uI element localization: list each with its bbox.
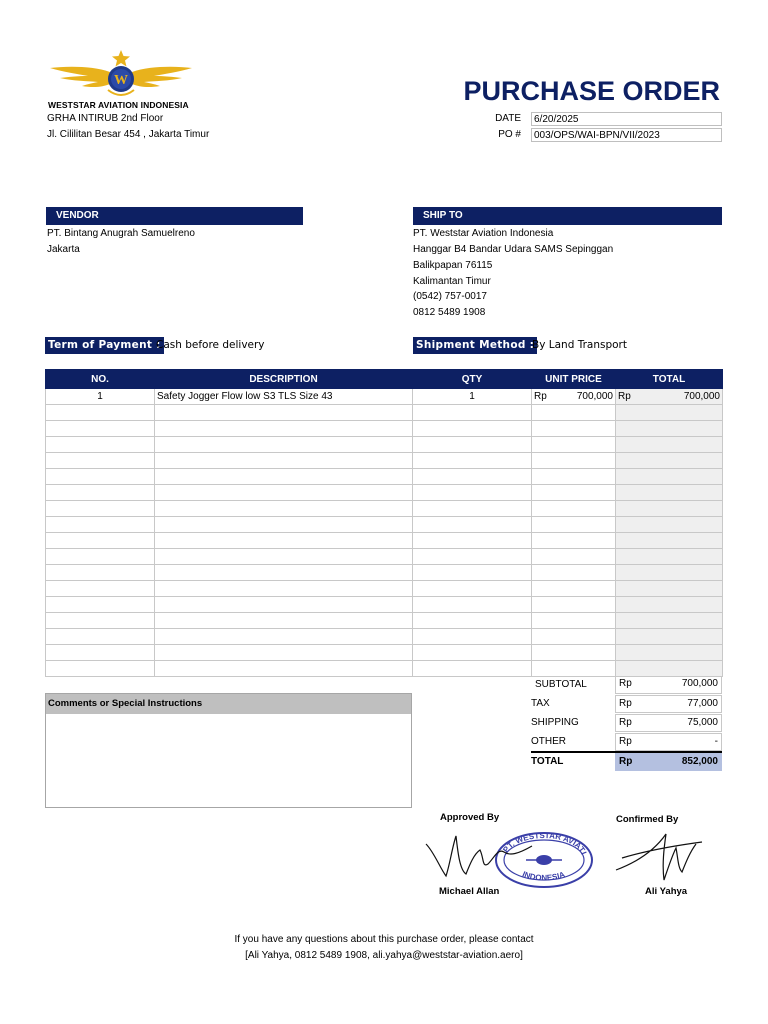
table-cell [155, 533, 413, 549]
shipping-cell [615, 714, 722, 732]
table-row [46, 661, 723, 677]
table-cell [155, 549, 413, 565]
table-cell [532, 453, 616, 469]
table-cell [155, 485, 413, 501]
row-unit-price [532, 389, 616, 405]
table-cell [616, 565, 723, 581]
confirmer-name: Ali Yahya [645, 886, 688, 897]
tax-value: 77,000 [687, 698, 718, 709]
table-cell [413, 581, 532, 597]
table-cell [413, 517, 532, 533]
table-cell [532, 549, 616, 565]
approver-name: Michael Allan [439, 886, 500, 897]
approver-signature-stamp [422, 824, 597, 890]
table-cell [46, 613, 155, 629]
table-cell [532, 581, 616, 597]
table-cell [155, 501, 413, 517]
table-row [46, 613, 723, 629]
table-row [46, 597, 723, 613]
table-cell [155, 453, 413, 469]
table-cell [155, 629, 413, 645]
table-cell [46, 501, 155, 517]
table-cell [413, 405, 532, 421]
table-cell [532, 613, 616, 629]
vendor-line: Jakarta [47, 244, 80, 255]
ship-to-line: Hanggar B4 Bandar Udara SAMS Sepinggan [413, 244, 614, 255]
table-row [46, 469, 723, 485]
table-cell [46, 533, 155, 549]
table-row [46, 549, 723, 565]
svg-text:PT. WESTSTAR AVIATION [422, 824, 588, 856]
currency-label: Rp [534, 391, 547, 402]
table-cell [46, 437, 155, 453]
table-cell [413, 645, 532, 661]
shipping-row [531, 714, 722, 733]
table-row [46, 453, 723, 469]
table-row [46, 405, 723, 421]
table-row [46, 629, 723, 645]
currency-label: Rp [619, 736, 632, 747]
tax-label: TAX [531, 698, 550, 709]
svg-text:INDONESIA [521, 870, 566, 883]
table-row [46, 517, 723, 533]
total-row [531, 753, 722, 772]
table-cell [155, 597, 413, 613]
table-cell [532, 421, 616, 437]
currency-label: Rp [619, 717, 632, 728]
date-label: DATE [495, 113, 521, 124]
confirmed-by-label: Confirmed By [616, 814, 679, 825]
table-row [46, 437, 723, 453]
table-cell [155, 437, 413, 453]
table-cell [413, 597, 532, 613]
subtotal-row [531, 676, 722, 695]
footer-line2: [Ali Yahya, 0812 5489 1908, ali.yahya@weststar-aviation.aero] [245, 950, 523, 961]
date-value: 6/20/2025 [531, 112, 722, 126]
total-cell [615, 753, 722, 771]
po-value: 003/OPS/WAI-BPN/VII/2023 [531, 128, 722, 142]
table-cell [155, 469, 413, 485]
company-address-line2: Jl. Cililitan Besar 454 , Jakarta Timur [47, 129, 210, 140]
other-value: - [714, 736, 718, 747]
approved-by-label: Approved By [440, 812, 500, 823]
subtotal-label: SUBTOTAL [535, 679, 587, 690]
other-cell [615, 733, 722, 751]
table-cell [46, 421, 155, 437]
table-row [46, 389, 723, 405]
table-cell [155, 661, 413, 677]
table-cell [532, 405, 616, 421]
currency-label: Rp [618, 391, 631, 402]
table-cell [155, 405, 413, 421]
table-cell [532, 565, 616, 581]
table-cell [532, 597, 616, 613]
footer-line1: If you have any questions about this purchase order, please contact [234, 934, 534, 945]
document-title: PURCHASE ORDER [463, 76, 720, 106]
table-cell [532, 629, 616, 645]
grand-total-value: 852,000 [681, 756, 718, 767]
table-cell [616, 453, 723, 469]
table-cell [616, 533, 723, 549]
comments-header: Comments or Special Instructions [46, 694, 411, 714]
svg-text:W: W [114, 73, 128, 88]
table-cell [46, 549, 155, 565]
table-cell [616, 501, 723, 517]
row-no: 1 [46, 389, 155, 405]
subtotal-cell [615, 676, 722, 694]
table-cell [413, 453, 532, 469]
table-cell [46, 405, 155, 421]
company-logo [48, 48, 198, 108]
table-cell [532, 501, 616, 517]
col-header-qty: QTY [413, 370, 532, 389]
table-cell [413, 629, 532, 645]
other-row [531, 733, 722, 752]
tax-row [531, 695, 722, 714]
currency-label: Rp [619, 756, 633, 767]
company-address-line1: GRHA INTIRUB 2nd Floor [47, 113, 164, 124]
table-cell [155, 517, 413, 533]
table-cell [616, 405, 723, 421]
row-description: Safety Jogger Flow low S3 TLS Size 43 [155, 389, 413, 405]
table-cell [616, 517, 723, 533]
table-cell [46, 645, 155, 661]
tax-cell [615, 695, 722, 713]
table-cell [616, 645, 723, 661]
table-cell [616, 421, 723, 437]
table-cell [46, 565, 155, 581]
comments-box [45, 693, 412, 808]
table-cell [155, 565, 413, 581]
table-cell [413, 485, 532, 501]
ship-to-line: (0542) 757-0017 [413, 291, 487, 302]
vendor-line: PT. Bintang Anugrah Samuelreno [47, 228, 195, 239]
table-cell [413, 421, 532, 437]
table-cell [155, 581, 413, 597]
total-label: TOTAL [531, 756, 564, 767]
vendor-header: VENDOR [46, 207, 303, 225]
table-cell [155, 421, 413, 437]
items-table [45, 369, 723, 677]
shipment-method-label: Shipment Method : [413, 337, 537, 354]
table-cell [532, 533, 616, 549]
table-row [46, 501, 723, 517]
col-header-no: NO. [46, 370, 155, 389]
shipping-value: 75,000 [687, 717, 718, 728]
col-header-total: TOTAL [616, 370, 723, 389]
table-cell [532, 645, 616, 661]
table-cell [616, 549, 723, 565]
table-row [46, 421, 723, 437]
table-cell [46, 629, 155, 645]
col-header-description: DESCRIPTION [155, 370, 413, 389]
table-cell [46, 597, 155, 613]
currency-label: Rp [619, 698, 632, 709]
table-cell [413, 533, 532, 549]
total-value: 700,000 [683, 391, 720, 402]
table-cell [616, 437, 723, 453]
table-header-row [46, 370, 723, 389]
table-cell [46, 453, 155, 469]
shipping-label: SHIPPING [531, 717, 579, 728]
table-cell [532, 469, 616, 485]
table-cell [532, 437, 616, 453]
table-cell [616, 469, 723, 485]
table-cell [616, 485, 723, 501]
table-cell [616, 661, 723, 677]
table-row [46, 565, 723, 581]
logo-company-name: WESTSTAR AVIATION INDONESIA [48, 100, 189, 110]
stamp-top-text: PT. WESTSTAR AVIATI [501, 830, 589, 856]
table-row [46, 645, 723, 661]
stamp-bottom-text: INDONESIA [520, 869, 567, 883]
subtotal-value: 700,000 [681, 678, 718, 689]
po-label: PO # [498, 129, 521, 140]
ship-to-line: Balikpapan 76115 [413, 260, 493, 271]
table-cell [46, 485, 155, 501]
shipment-method-value: By Land Transport [532, 339, 627, 351]
table-cell [155, 613, 413, 629]
table-cell [46, 469, 155, 485]
row-total [616, 389, 723, 405]
table-cell [413, 565, 532, 581]
ship-to-header: SHIP TO [413, 207, 722, 225]
table-cell [616, 629, 723, 645]
unit-price-value: 700,000 [576, 391, 613, 402]
table-row [46, 581, 723, 597]
ship-to-line: Kalimantan Timur [413, 276, 491, 287]
table-cell [532, 661, 616, 677]
ship-to-line: PT. Weststar Aviation Indonesia [413, 228, 554, 239]
row-qty: 1 [413, 389, 532, 405]
payment-term-value: Cash before delivery [156, 339, 265, 351]
confirmer-signature [612, 828, 707, 883]
payment-term-label: Term of Payment : [45, 337, 164, 354]
table-cell [413, 437, 532, 453]
table-cell [46, 661, 155, 677]
table-cell [532, 485, 616, 501]
table-cell [413, 549, 532, 565]
table-cell [413, 469, 532, 485]
table-cell [46, 581, 155, 597]
table-cell [155, 645, 413, 661]
table-cell [532, 517, 616, 533]
table-cell [413, 613, 532, 629]
ship-to-line: 0812 5489 1908 [413, 307, 486, 318]
table-cell [616, 581, 723, 597]
table-row [46, 485, 723, 501]
table-cell [46, 517, 155, 533]
table-cell [616, 613, 723, 629]
currency-label: Rp [619, 678, 632, 689]
table-row [46, 533, 723, 549]
table-cell [413, 501, 532, 517]
other-label: OTHER [531, 736, 566, 747]
table-cell [413, 661, 532, 677]
table-cell [616, 597, 723, 613]
col-header-unit-price: UNIT PRICE [532, 370, 616, 389]
